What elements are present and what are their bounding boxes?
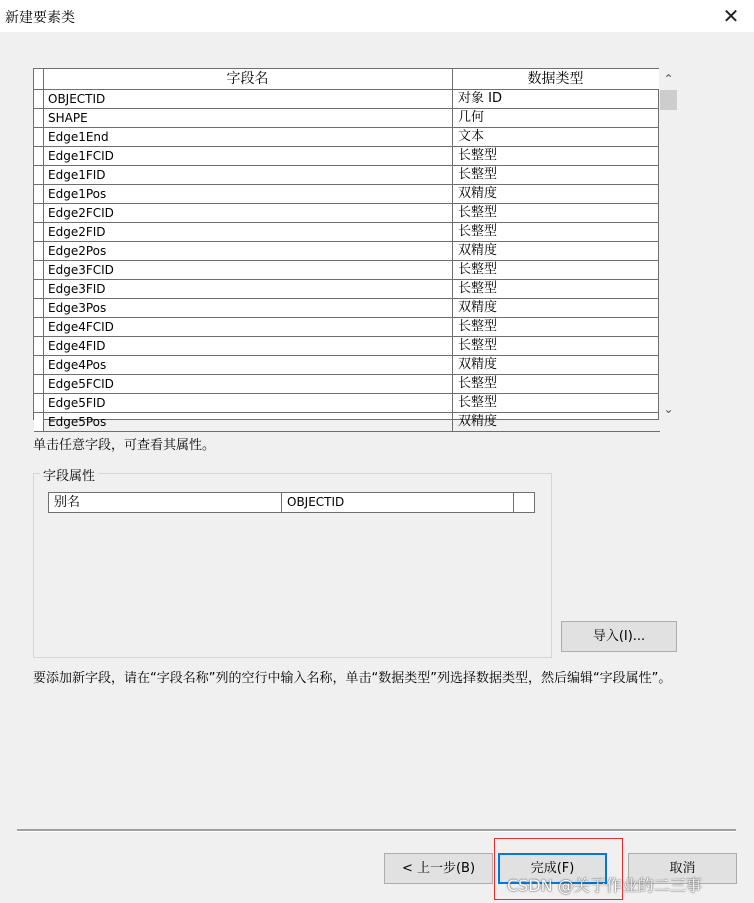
field-name-cell[interactable]: Edge5FCID	[43, 375, 453, 393]
table-row[interactable]	[34, 166, 660, 185]
data-type-cell[interactable]: 长整型	[458, 281, 498, 296]
field-name-cell[interactable]: Edge3FCID	[43, 261, 453, 279]
field-name-cell[interactable]: Edge2FCID	[43, 204, 453, 222]
data-type-cell[interactable]: 长整型	[458, 338, 498, 353]
alias-value[interactable]: OBJECTID	[282, 493, 514, 512]
table-row[interactable]	[34, 280, 660, 299]
table-row[interactable]	[34, 185, 660, 204]
field-name-cell[interactable]: Edge3FID	[43, 280, 453, 298]
back-button[interactable]: < 上一步(B)	[384, 853, 493, 884]
alias-label: 别名	[49, 493, 282, 512]
field-name-cell[interactable]: Edge4FCID	[43, 318, 453, 336]
column-header-field-name[interactable]: 字段名	[43, 69, 453, 89]
table-row[interactable]	[34, 90, 660, 109]
click-field-hint: 单击任意字段，可查看其属性。	[33, 438, 216, 453]
data-type-cell[interactable]: 长整型	[458, 319, 498, 334]
field-name-cell[interactable]: Edge2Pos	[43, 242, 453, 260]
table-row[interactable]	[34, 128, 660, 147]
data-type-cell[interactable]: 文本	[458, 129, 485, 144]
table-row[interactable]	[34, 356, 660, 375]
field-name-cell[interactable]: Edge5Pos	[43, 413, 453, 431]
import-button[interactable]: 导入(I)...	[561, 621, 677, 652]
data-type-cell[interactable]: 长整型	[458, 262, 498, 277]
field-properties-legend: 字段属性	[40, 465, 98, 484]
chevron-up-icon[interactable]: ⌃	[663, 72, 674, 86]
table-row[interactable]	[34, 223, 660, 242]
table-row[interactable]	[34, 375, 660, 394]
field-name-cell[interactable]: Edge4FID	[43, 337, 453, 355]
finish-button[interactable]: 完成(F)	[498, 853, 607, 884]
field-name-cell[interactable]: Edge3Pos	[43, 299, 453, 317]
table-row[interactable]	[34, 299, 660, 318]
data-type-cell[interactable]: 几何	[458, 110, 485, 125]
table-row[interactable]	[34, 204, 660, 223]
field-name-cell[interactable]: OBJECTID	[43, 90, 453, 108]
field-name-cell[interactable]: Edge2FID	[43, 223, 453, 241]
column-header-data-type[interactable]: 数据类型	[527, 71, 584, 87]
data-type-cell[interactable]: 双精度	[458, 186, 498, 201]
table-row[interactable]	[34, 394, 660, 413]
add-field-hint: 要添加新字段，请在“字段名称”列的空行中输入名称，单击“数据类型”列选择数据类型，然后编辑“字段属性”。	[33, 671, 672, 686]
close-button[interactable]: ✕	[722, 4, 740, 28]
scrollbar-thumb[interactable]	[660, 90, 677, 110]
grid-body	[34, 90, 660, 432]
data-type-cell[interactable]: 双精度	[458, 243, 498, 258]
field-name-cell[interactable]: Edge1FCID	[43, 147, 453, 165]
data-type-cell[interactable]: 双精度	[458, 414, 498, 429]
data-type-cell[interactable]: 长整型	[458, 395, 498, 410]
field-name-cell[interactable]: Edge4Pos	[43, 356, 453, 374]
field-properties-table	[48, 492, 535, 513]
data-type-cell[interactable]: 长整型	[458, 376, 498, 391]
table-row[interactable]	[34, 337, 660, 356]
data-type-cell[interactable]: 长整型	[458, 224, 498, 239]
data-type-cell[interactable]: 长整型	[458, 205, 498, 220]
table-row[interactable]	[34, 109, 660, 128]
field-name-cell[interactable]: Edge5FID	[43, 394, 453, 412]
cancel-button[interactable]: 取消	[628, 853, 737, 884]
window-title: 新建要素类	[5, 10, 75, 26]
footer-divider	[17, 829, 736, 832]
data-type-cell[interactable]: 双精度	[458, 300, 498, 315]
grid-header	[34, 69, 660, 90]
data-type-cell[interactable]: 长整型	[458, 167, 498, 182]
title-bar	[0, 0, 754, 32]
table-row[interactable]	[34, 242, 660, 261]
field-grid[interactable]	[33, 68, 659, 429]
grid-vertical-scrollbar[interactable]	[659, 68, 678, 420]
data-type-cell[interactable]: 双精度	[458, 357, 498, 372]
table-row[interactable]	[34, 318, 660, 337]
field-name-cell[interactable]: SHAPE	[43, 109, 453, 127]
table-row[interactable]	[34, 147, 660, 166]
field-name-cell[interactable]: Edge1Pos	[43, 185, 453, 203]
field-name-cell[interactable]: Edge1End	[43, 128, 453, 146]
chevron-down-icon[interactable]: ⌄	[663, 402, 674, 416]
table-row[interactable]	[34, 413, 660, 432]
data-type-cell[interactable]: 长整型	[458, 148, 498, 163]
field-name-cell[interactable]: Edge1FID	[43, 166, 453, 184]
data-type-cell[interactable]: 对象 ID	[458, 91, 502, 106]
table-row[interactable]	[34, 261, 660, 280]
watermark: CSDN @关于作业的二三事	[507, 876, 702, 895]
